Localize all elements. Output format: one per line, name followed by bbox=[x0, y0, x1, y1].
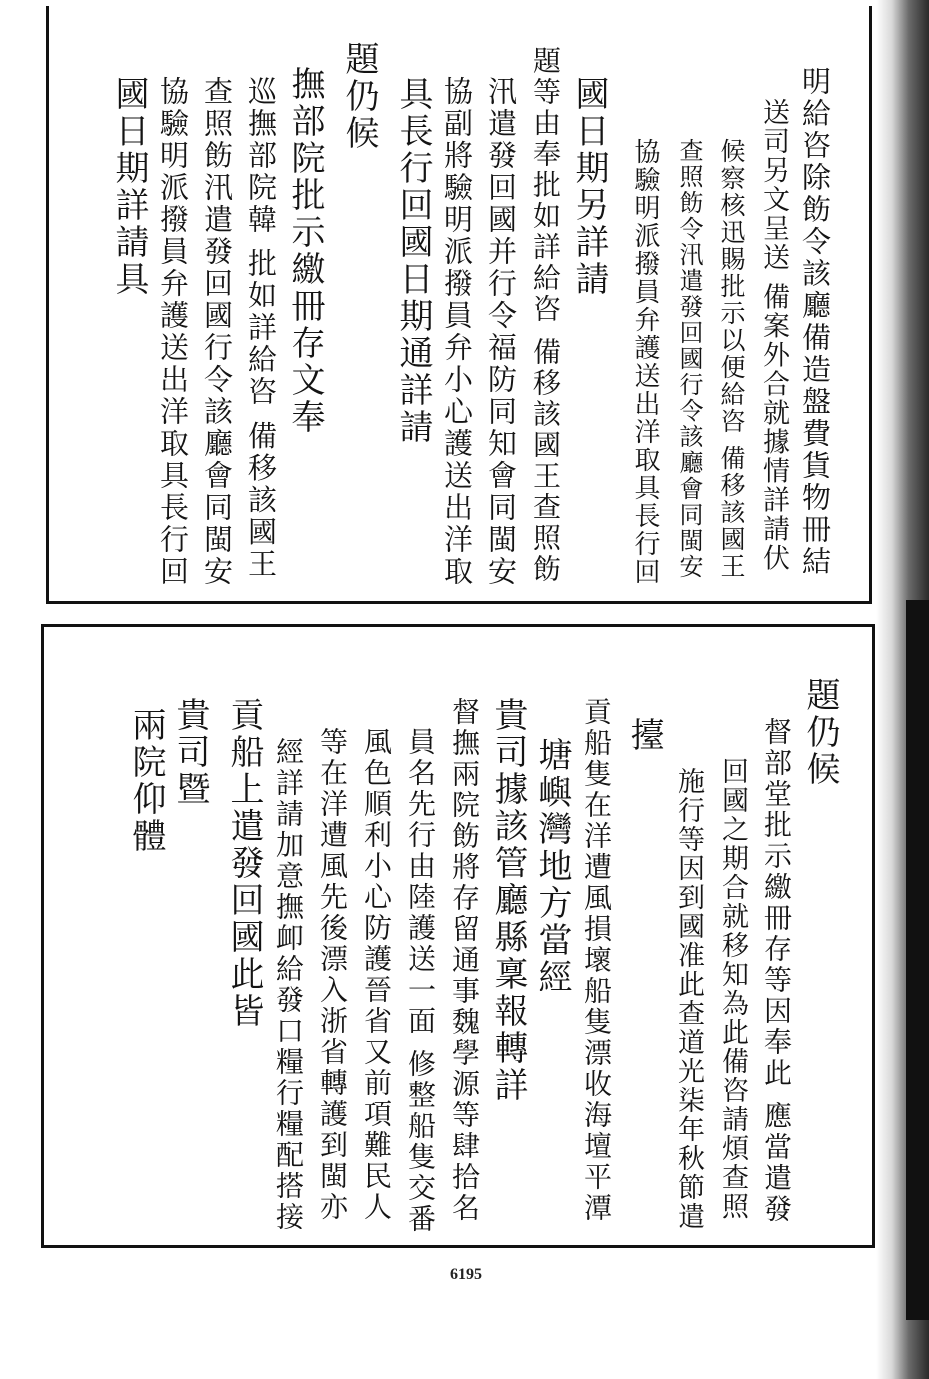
top-manuscript-panel bbox=[46, 6, 872, 604]
manuscript-column: 明給咨除飭令該廳備造盤費貨物冊結 bbox=[798, 66, 832, 578]
manuscript-column: 風色順利小心防護晉省又前項難民人 bbox=[360, 727, 393, 1223]
manuscript-column: 貴司暨 bbox=[170, 697, 210, 808]
manuscript-column: 貢船上遣發回國此皆 bbox=[224, 697, 264, 1030]
manuscript-column: 督部堂批示繳冊存等因奉此 應當遣發 bbox=[760, 717, 793, 1225]
manuscript-column: 貴司據該管廳縣稟報轉詳 bbox=[488, 697, 528, 1104]
manuscript-column: 擡 bbox=[624, 717, 664, 754]
manuscript-column: 巡撫部院韓 批如詳給咨 備移該國王 bbox=[244, 76, 278, 581]
manuscript-column: 經詳請加意撫卹給發口糧行糧配搭接 bbox=[272, 737, 305, 1233]
bottom-manuscript-panel bbox=[41, 624, 875, 1248]
manuscript-column: 汛遣發回國并行令福防同知會同閩安 bbox=[484, 76, 518, 588]
manuscript-column: 候察核迅賜批示以便給咨 備移該國王 bbox=[717, 138, 746, 580]
manuscript-column: 撫部院批示繳冊存文奉 bbox=[285, 66, 325, 436]
manuscript-column: 題仍候 bbox=[800, 677, 840, 788]
manuscript-column: 兩院仰體 bbox=[126, 707, 166, 855]
manuscript-column: 等在洋遭風先後漂入浙省轉護到閩亦 bbox=[316, 727, 349, 1223]
book-spine-edge bbox=[906, 600, 929, 1320]
manuscript-column: 題等由奉批如詳給咨 備移該國王查照飭 bbox=[529, 46, 562, 585]
manuscript-column: 具長行回國日期通詳請 bbox=[393, 76, 433, 446]
manuscript-column: 貢船隻在洋遭風損壞船隻漂收海壇平潭 bbox=[580, 697, 613, 1224]
page-number: 6195 bbox=[450, 1266, 482, 1283]
manuscript-column: 督撫兩院飭將存留通事魏學源等肆拾名 bbox=[448, 697, 481, 1224]
manuscript-column: 協驗明派撥員弁護送出洋取具長行回 bbox=[156, 76, 190, 588]
manuscript-column: 施行等因到國准此查道光柒年秋節遣 bbox=[673, 767, 704, 1231]
manuscript-column: 國日期詳請具 bbox=[109, 76, 149, 298]
manuscript-column: 協副將驗明派撥員弁小心護送出洋取 bbox=[440, 76, 474, 588]
manuscript-column: 查照飭汛遣發回國行令該廳會同閩安 bbox=[200, 76, 234, 588]
manuscript-column: 協驗明派撥員弁護送出洋取具長行回 bbox=[630, 138, 660, 586]
manuscript-column: 查照飭令汛遣發回國行令該廳會同閩安 bbox=[675, 138, 703, 580]
manuscript-column: 塘嶼灣地方當經 bbox=[532, 737, 572, 996]
manuscript-column: 國日期另詳請 bbox=[569, 76, 609, 298]
manuscript-column: 員名先行由陸護送一面 修整船隻交番 bbox=[404, 727, 437, 1235]
manuscript-column: 題仍候 bbox=[339, 41, 379, 152]
manuscript-column: 送司另文呈送 備案外合就據情詳請伏 bbox=[758, 98, 789, 573]
manuscript-column: 回國之期合就移知為此備咨請煩查照 bbox=[717, 757, 748, 1221]
